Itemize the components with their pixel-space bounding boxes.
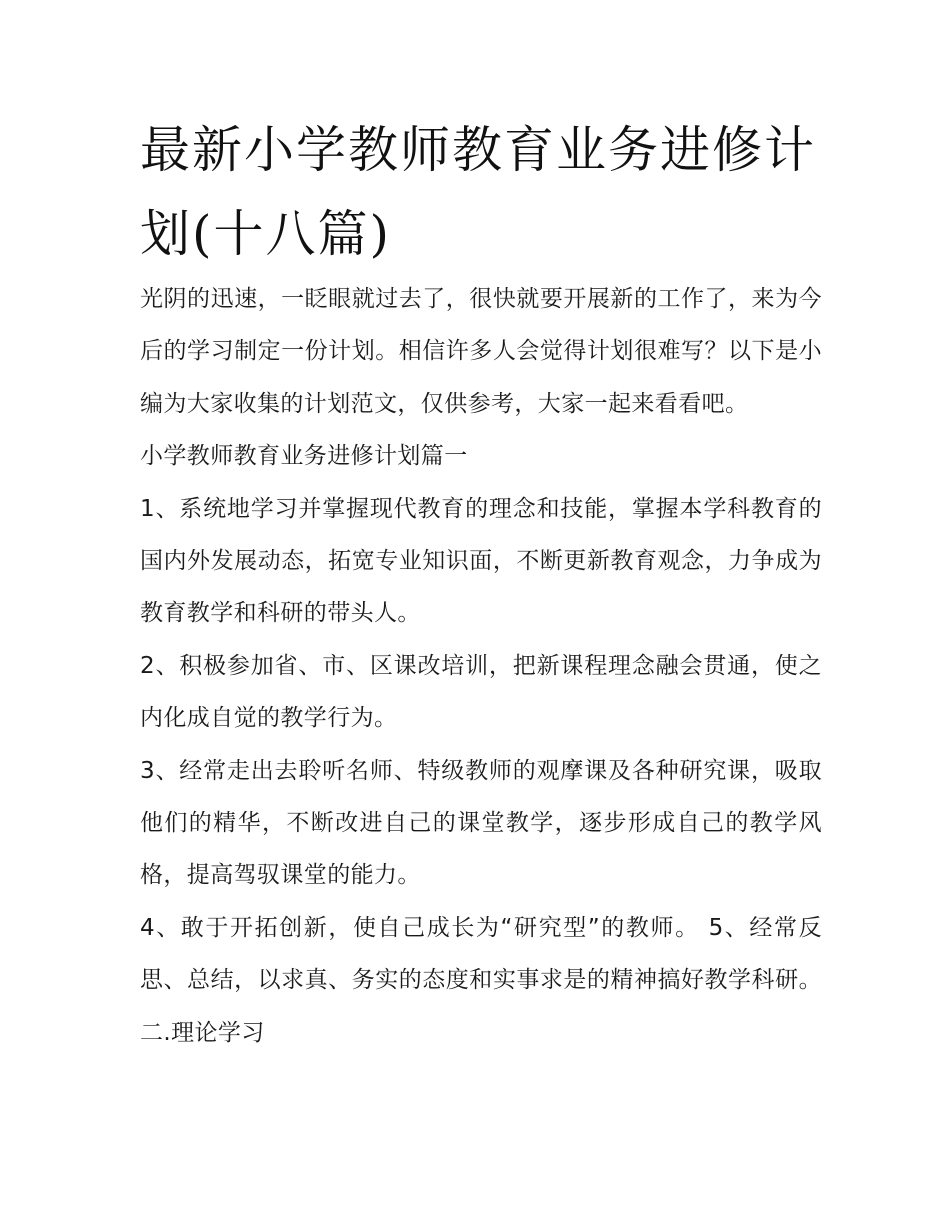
section-heading: 小学教师教育业务进修计划篇一: [140, 443, 468, 470]
document-body: [140, 273, 822, 1059]
list-item-1: 1、系统地学习并掌握现代教育的理念和技能，掌握本学科教育的国内外发展动态，拓宽专业知识面，不断更新教育观念，力争成为教育教学和科研的带头人。: [140, 495, 822, 627]
list-item-2: 2、积极参加省、市、区课改培训，把新课程理念融会贯通，使之内化成自觉的教学行为。: [140, 652, 822, 732]
intro-paragraph: 光阴的迅速，一眨眼就过去了，很快就要开展新的工作了，来为今后的学习制定一份计划。相信许多人会觉得计划很难写？以下是小编为大家收集的计划范文，仅供参考，大家一起来看看吧。: [140, 286, 822, 417]
list-item-3: 3、经常走出去聆听名师、特级教师的观摩课及各种研究课，吸取他们的精华，不断改进自己的课堂教学，逐步形成自己的教学风格，提高驾驭课堂的能力。: [140, 757, 822, 889]
document-title: 最新小学教师教育业务进修计划(十八篇): [140, 121, 816, 263]
list-item-4-5: 4、敢于开拓创新，使自己成长为“研究型”的教师。 5、经常反思、总结，以求真、务实的态度和实事求是的精神搞好教学科研。 二.理论学习: [140, 914, 822, 1046]
